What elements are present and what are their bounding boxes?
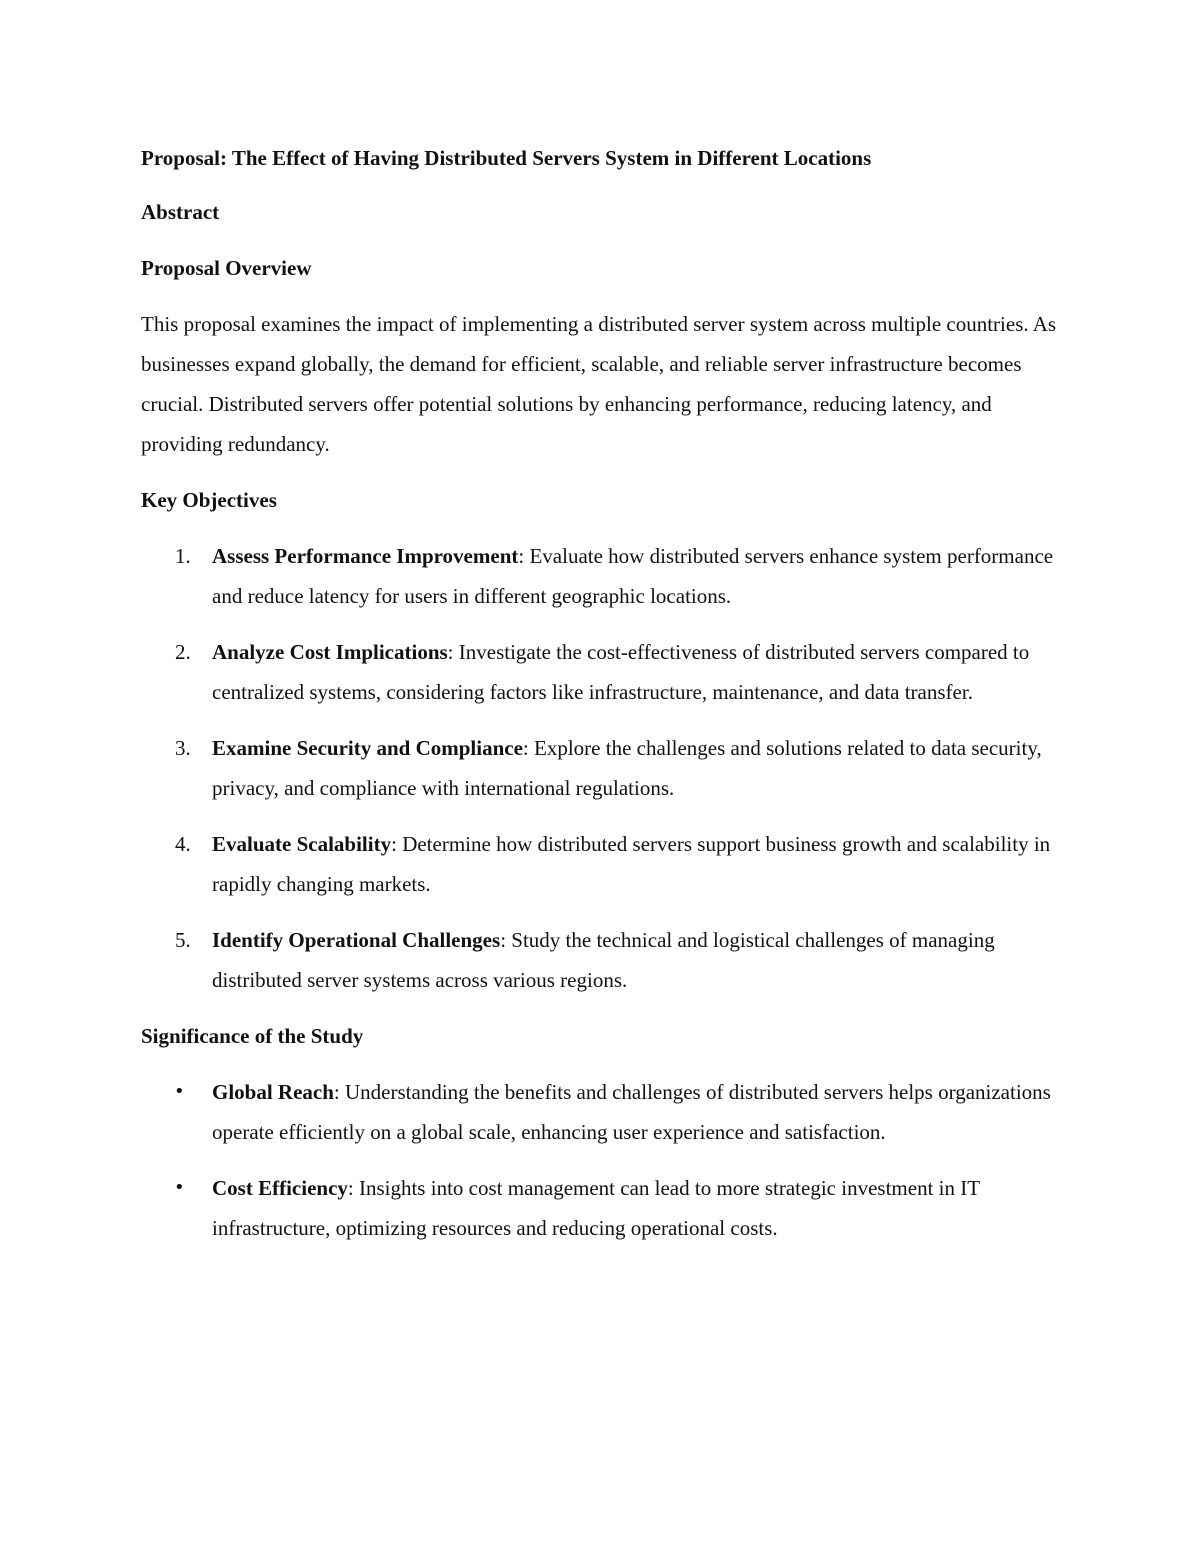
significance-heading: Significance of the Study (141, 1024, 364, 1048)
objective-number: 3. (175, 736, 191, 760)
significance-item (141, 1168, 1071, 1248)
objective-text: : Explore the challenges and solutions related to data security, privacy, and compliance with international regulations. (212, 736, 1042, 800)
objective-term: Examine Security and Compliance (212, 736, 523, 760)
objective-number: 1. (175, 544, 191, 568)
significance-list (141, 1072, 1071, 1248)
significance-term: Global Reach (212, 1080, 334, 1104)
objectives-heading: Key Objectives (141, 488, 277, 512)
objective-item (141, 536, 1071, 616)
objective-text: : Evaluate how distributed servers enhance system performance and reduce latency for users in different geographic locations. (212, 544, 1054, 608)
significance-item (141, 1072, 1071, 1152)
objective-item (141, 920, 1071, 1000)
document-title: Proposal: The Effect of Having Distributed Servers System in Different Locations (141, 146, 872, 170)
objective-item (141, 824, 1071, 904)
objective-item (141, 728, 1071, 808)
significance-text: : Understanding the benefits and challenges of distributed servers helps organizations operate efficiently on a global scale, enhancing user experience and satisfaction. (212, 1080, 1051, 1144)
significance-term: Cost Efficiency (212, 1176, 348, 1200)
objective-term: Evaluate Scalability (212, 832, 392, 856)
objective-number: 4. (175, 832, 191, 856)
objective-text: : Determine how distributed servers support business growth and scalability in rapidly changing markets. (212, 832, 1051, 896)
bullet-icon: • (174, 1081, 185, 1102)
objective-text: : Study the technical and logistical challenges of managing distributed server systems across various regions. (212, 928, 995, 992)
objective-text: : Investigate the cost-effectiveness of distributed servers compared to centralized systems, considering factors like infrastructure, maintenance, and data transfer. (212, 640, 1030, 704)
objective-number: 2. (175, 640, 191, 664)
objective-term: Identify Operational Challenges (212, 928, 501, 952)
objectives-list (141, 536, 1071, 1000)
significance-text: : Insights into cost management can lead to more strategic investment in IT infrastructure, optimizing resources and reducing operational costs. (212, 1176, 980, 1240)
objective-number: 5. (175, 928, 191, 952)
overview-heading: Proposal Overview (141, 256, 312, 280)
overview-paragraph: This proposal examines the impact of implementing a distributed server system across multiple countries. As businesses expand globally, the demand for efficient, scalable, and reliable server infrastructure becomes crucial. Distributed servers offer potential solutions by enhancing performance, reducing latency, and providing redundancy. (141, 312, 1057, 456)
bullet-icon: • (174, 1177, 185, 1198)
document-page (141, 138, 1071, 1264)
objective-item (141, 632, 1071, 712)
abstract-heading: Abstract (141, 200, 220, 224)
objective-term: Analyze Cost Implications (212, 640, 448, 664)
objective-term: Assess Performance Improvement (212, 544, 519, 568)
